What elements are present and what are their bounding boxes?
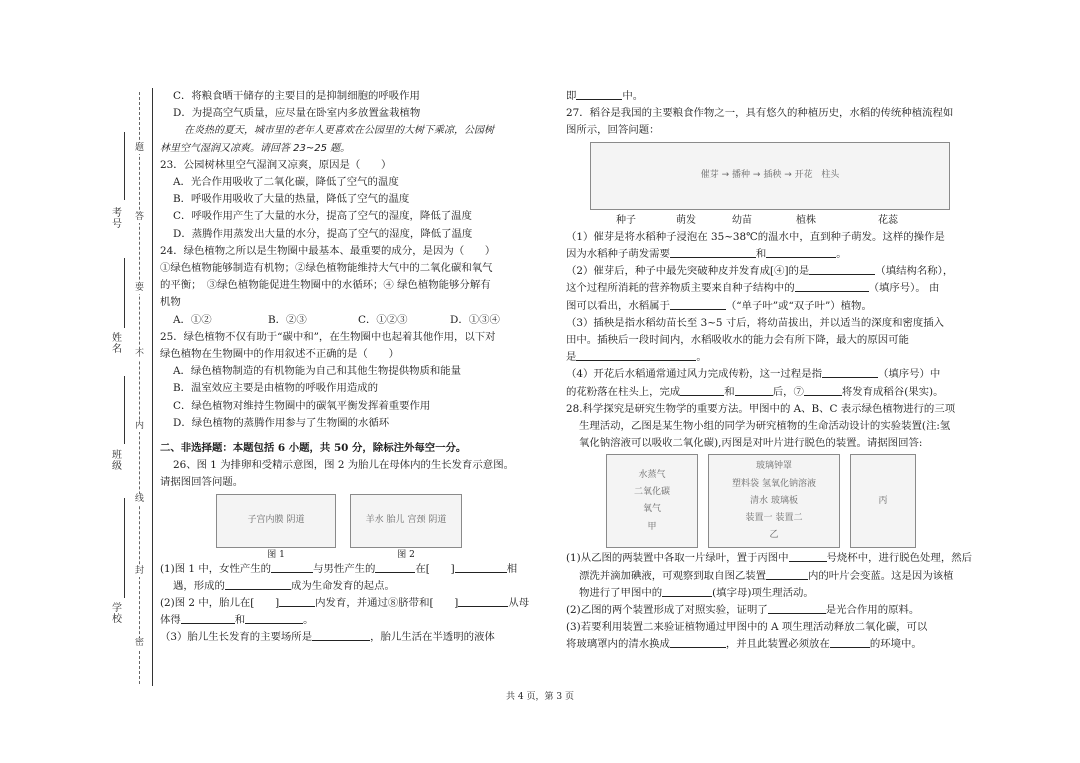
- question-26-3: [160, 629, 532, 646]
- fig-yi-label: 清水: [750, 495, 769, 506]
- stage-caption: 植株: [796, 214, 816, 226]
- figure-1-caption: 图 1: [267, 549, 285, 560]
- page-footer: 共 4 页，第 3 页: [506, 692, 574, 702]
- question-24-statements: 机物: [160, 296, 181, 309]
- seal-char: 内: [134, 421, 144, 431]
- question-28-cont: 生理活动，乙图是某生物小组的同学为研究植物的生命活动设计的实验装置(注:氢: [579, 420, 951, 433]
- q27-1-text: 。: [836, 248, 847, 261]
- answer-blank[interactable]: [670, 246, 756, 258]
- q26-3-text: 中。: [622, 90, 644, 102]
- question-27-4: [566, 366, 971, 383]
- q27-4-text: 后，⑦: [772, 385, 804, 398]
- figure-2-label: 胎儿: [386, 515, 405, 526]
- question-25-option-c[interactable]: C．绿色植物对维持生物圈中的碳氧平衡发挥着重要作用: [173, 399, 431, 412]
- process-step-label: 催芽: [700, 170, 719, 180]
- question-28-cont: 氧化钠溶液可以吸收二氧化碳),丙图是对叶片进行脱色的装置。请据图回答:: [579, 437, 923, 450]
- question-27-2: [566, 263, 971, 280]
- question-26-1-cont: [160, 578, 532, 595]
- question-24-statements: ①绿色植物能够制造有机物；②绿色植物能维持大气中的二氧化碳和氧气: [160, 262, 493, 275]
- figure-1-label: 子宫内膜: [247, 515, 284, 526]
- question-27-cont: 图所示，回答问题：: [566, 124, 660, 137]
- question-25: 25．绿色植物不仅有助于“碳中和”，在生物圈中也起着其他作用，以下对: [160, 330, 496, 343]
- q26-1-text: 遇，形成的: [173, 579, 225, 592]
- question-24-option-b[interactable]: B．②③: [268, 313, 307, 326]
- fig-jia-caption: 甲: [647, 521, 657, 532]
- q27-4-text: 将发育成稻谷(果实)。: [841, 385, 944, 398]
- q27-4-text: （4）开花后水稻通常通过风力完成传粉，这一过程是指: [566, 368, 822, 381]
- seal-char: 线: [134, 494, 144, 504]
- q26-1-text: (1)图 1 中，女性产生的: [160, 562, 272, 575]
- stage-caption: 种子: [616, 214, 636, 226]
- q26-1-text: 在[ ]: [415, 562, 455, 575]
- question-24: 24．绿色植物之所以是生物圈中最基本、最重要的成分，是因为（ ）: [160, 244, 496, 257]
- question-24-option-d[interactable]: D．①③④: [450, 313, 500, 326]
- figure-2-label: 宫颈: [407, 515, 426, 526]
- q28-1-text: 漂洗并滴加碘液，可观察到取自图乙装置: [579, 569, 767, 582]
- ovulation-fertilization-diagram: [216, 494, 336, 548]
- right-column: [566, 88, 971, 654]
- question-27-4-cont: [566, 384, 971, 401]
- q27-2-text: （“单子叶”或“双子叶”）植物。: [725, 299, 872, 312]
- fig-jia-label: 水蒸气: [638, 470, 666, 481]
- q27-1-text: 因为水稻种子萌发需要: [566, 248, 670, 261]
- figure-1-label: 阴道: [286, 515, 305, 526]
- answer-blank[interactable]: [375, 561, 415, 573]
- answer-blank[interactable]: [809, 263, 875, 275]
- name-blank[interactable]: [124, 258, 125, 328]
- answer-blank[interactable]: [662, 585, 712, 597]
- question-27-1: （1）催芽是将水稻种子浸泡在 35~38℃的温水中，直到种子萌发。这样的操作是: [566, 230, 945, 243]
- question-28-3-cont: [566, 636, 971, 653]
- class-label: 班级: [112, 450, 122, 472]
- rice-process-steps: 催芽 → 播种 → 插秧 → 开花 柱头: [700, 170, 840, 180]
- answer-blank[interactable]: [735, 384, 773, 396]
- fig-yi-label: 氢氧化钠溶液: [761, 478, 816, 489]
- exam-number-blank[interactable]: [124, 132, 125, 200]
- q28-3-text: ，并且此装置必须放在: [725, 638, 830, 651]
- question-28-1-cont: [566, 585, 971, 602]
- answer-blank[interactable]: [795, 280, 869, 292]
- option-d-line: D．为提高空气质量，应尽量在卧室内多放置盆栽植物: [173, 107, 421, 120]
- answer-blank[interactable]: [245, 612, 303, 624]
- fig-bing-caption: 丙: [878, 495, 888, 506]
- option-c-line: C．将粮食晒干储存的主要目的是抑制细胞的呼吸作用: [173, 90, 420, 102]
- question-26-3-cont: [566, 88, 971, 105]
- question-24-options: [160, 312, 532, 329]
- q27-2-text: （2）催芽后，种子中最先突破种皮并发育成[④]的是: [566, 265, 810, 278]
- answer-blank[interactable]: [225, 578, 291, 590]
- q27-2-text: 图可以看出，水稻属于: [566, 299, 670, 312]
- question-27-3: （3）插秧是指水稻幼苗长至 3~5 寸后，将幼苗拔出，并以适当的深度和密度插入: [566, 316, 945, 329]
- answer-blank[interactable]: [789, 550, 827, 562]
- q27-3-text: 是: [566, 351, 577, 364]
- q26-3-text: （3）胎儿生长发育的主要场所是: [160, 631, 313, 644]
- q27-2-text: 这个过程所消耗的营养物质主要来自种子结构中的: [566, 282, 795, 295]
- answer-blank[interactable]: [768, 602, 826, 614]
- name-label: 姓名: [112, 333, 122, 355]
- q28-1-text: 号烧杯中，进行脱色处理，然后: [826, 552, 972, 565]
- fetus-in-uterus-diagram: [350, 494, 462, 548]
- question-23: 23．公园树林里空气湿润又凉爽，原因是（ ）: [160, 158, 392, 171]
- answer-blank[interactable]: [822, 366, 878, 378]
- question-28-2: [566, 602, 971, 619]
- figure-2-label: 羊水: [365, 515, 384, 526]
- question-28-figures: [606, 452, 971, 550]
- question-28-1: [566, 550, 971, 567]
- q28-1-text: 内的叶片会变蓝。这是因为该植: [808, 569, 954, 582]
- q26-2-text: 体得: [160, 614, 181, 627]
- answer-blank[interactable]: [680, 384, 724, 396]
- school-blank[interactable]: [124, 498, 125, 598]
- school-label: 学校: [112, 603, 122, 625]
- answer-blank[interactable]: [766, 568, 808, 580]
- seal-char: 不: [134, 349, 144, 359]
- figure-1: [216, 492, 336, 561]
- fig-yi-label: 装置二: [775, 513, 803, 524]
- q27-2-text: （填序号）。 由: [868, 282, 940, 295]
- seal-dashed-line: [139, 92, 140, 684]
- answer-blank[interactable]: [181, 612, 235, 624]
- answer-blank[interactable]: [670, 636, 726, 648]
- question-26-2: [160, 595, 532, 612]
- q28-3-text: 将玻璃罩内的清水换成: [566, 638, 670, 651]
- q26-2-text: 。: [303, 614, 314, 627]
- q28-2-text: 是光合作用的原料。: [825, 604, 920, 617]
- passage-intro: 在炎热的夏天，城市里的老年人更喜欢在公园里的大树下乘凉，公园树: [184, 125, 494, 137]
- question-27-3-cont: 田中。插秧后一段时间内，水稻吸收水的能力会有所下降，最大的原因可能: [566, 334, 909, 347]
- passage-intro-cont: 林里空气湿润又凉爽。请回答 23~25 题。: [160, 142, 351, 154]
- fig-yi-label: 玻璃板: [770, 495, 798, 506]
- answer-blank[interactable]: [271, 561, 313, 573]
- stage-caption: 花蕊: [878, 214, 898, 226]
- q28-3-text: 的环境中。: [869, 638, 922, 651]
- class-blank[interactable]: [124, 376, 125, 444]
- q27-4-text: （填序号）中: [877, 368, 941, 381]
- q27-3-text: 。: [696, 351, 707, 364]
- question-25-option-d[interactable]: D．绿色植物的蒸腾作用参与了生物圈的水循环: [173, 416, 390, 429]
- answer-blank[interactable]: [279, 595, 315, 607]
- fig-jia-label: 二氧化碳: [633, 487, 670, 498]
- question-25-option-b[interactable]: B．温室效应主要是由植物的呼吸作用造成的: [173, 382, 379, 395]
- answer-blank[interactable]: [458, 595, 508, 607]
- question-23-option-d[interactable]: D．蒸腾作用蒸发出大量的水分，提高了空气的湿度，降低了温度: [173, 227, 473, 240]
- q27-2-text: （填结构名称），: [875, 265, 954, 278]
- question-28-3: (3)若要利用装置二来验证植物通过甲图中的 A 项生理活动释放二氧化碳，可以: [566, 621, 928, 634]
- fig-jia-label: 氧气: [642, 504, 661, 515]
- fig-yi-label: 装置一: [745, 513, 773, 524]
- question-27-2-cont: [566, 298, 971, 315]
- figure-2-caption: 图 2: [397, 549, 415, 560]
- answer-blank[interactable]: [312, 629, 370, 641]
- question-26-cont: 请据图回答问题。: [160, 476, 244, 489]
- process-step-label: 播种: [732, 170, 751, 180]
- q28-1-text: 物进行了甲图中的: [579, 586, 663, 599]
- question-27-2-cont: [566, 280, 971, 297]
- answer-blank[interactable]: [804, 384, 842, 396]
- figure-2: [350, 492, 462, 561]
- seal-char: 密: [134, 638, 144, 648]
- fig-yi-caption: 乙: [769, 530, 779, 541]
- process-step-label: 插秧: [763, 170, 782, 180]
- rice-planting-process-diagram: [590, 142, 950, 210]
- seal-char: 要: [134, 283, 144, 293]
- left-column: [160, 88, 532, 647]
- question-26: 26、图 1 为排卵和受精示意图，图 2 为胎儿在母体内的生长发育示意图。: [173, 459, 514, 472]
- answer-blank[interactable]: [455, 561, 507, 573]
- question-25-cont: 绿色植物在生物圈中的作用叙述不正确的是（ ）: [160, 348, 399, 361]
- seal-char: 题: [134, 143, 144, 153]
- question-23-option-a[interactable]: A．光合作用吸收了二氧化碳，降低了空气的温度: [173, 176, 399, 189]
- q28-1-text: (1)从乙图的两装置中各取一片绿叶，置于丙图中: [566, 552, 789, 565]
- answer-blank[interactable]: [576, 349, 696, 361]
- fig-yi-label: 玻璃钟罩: [755, 461, 792, 472]
- answer-blank[interactable]: [576, 88, 622, 100]
- q26-2-text: 内发育，并通过⑧脐带和[ ]: [315, 597, 459, 610]
- q26-2-text: 和: [234, 614, 246, 627]
- q26-2-text: 从母: [508, 597, 530, 610]
- question-27-1-cont: [566, 246, 971, 263]
- q26-2-text: (2)图 2 中，胎儿在[ ]: [160, 597, 280, 610]
- q26-1-text: 相: [506, 562, 518, 575]
- q26-3-text: ，胎儿生活在半透明的液体: [370, 631, 495, 644]
- figure-yi-apparatus-diagram: [708, 454, 840, 548]
- question-24-option-c[interactable]: C．①②③: [358, 313, 408, 326]
- question-24-statements: 的平衡； ③绿色植物能促进生物圈中的水循环；④ 绿色植物能够分解有: [160, 279, 491, 292]
- question-24-option-a[interactable]: A．①②: [173, 313, 212, 326]
- answer-blank[interactable]: [766, 246, 836, 258]
- question-26-figures: [216, 492, 532, 561]
- question-28: 28.科学探究是研究生物学的重要方法。甲图中的 A、B、C 表示绿色植物进行的三项: [566, 402, 956, 415]
- q27-4-text: 和: [724, 385, 735, 398]
- seal-char: 答: [134, 212, 144, 222]
- question-26-2-cont: [160, 612, 532, 629]
- q27-4-text: 的花粉落在柱头上，完成: [566, 385, 681, 398]
- answer-blank[interactable]: [670, 298, 726, 310]
- q26-1-text: 与男性产生的: [313, 562, 376, 575]
- q26-3-text: 即: [566, 90, 577, 102]
- rice-stage-captions: [616, 212, 971, 229]
- stage-caption: 幼苗: [732, 214, 752, 226]
- figure-jia-plant-diagram: [606, 454, 698, 548]
- fig-yi-label: 塑料袋: [732, 478, 760, 489]
- q28-2-text: (2)乙图的两个装置形成了对照实验，证明了: [566, 604, 768, 617]
- q27-1-text: 和: [755, 248, 767, 261]
- figure-bing-decolor-diagram: [850, 454, 916, 548]
- question-27: 27．稻谷是我国的主要粮食作物之一，具有悠久的种植历史，水稻的传统种植流程如: [566, 107, 954, 120]
- exam-number-label: 考号: [112, 208, 122, 230]
- question-23-option-c[interactable]: C．呼吸作用产生了大量的水分，提高了空气的湿度，降低了温度: [173, 210, 472, 223]
- question-28-1-cont: [566, 568, 971, 585]
- answer-blank[interactable]: [830, 636, 870, 648]
- seal-char: 封: [134, 566, 144, 576]
- process-step-label: 开花: [794, 170, 813, 180]
- question-27-3-cont: [566, 349, 971, 366]
- figure-2-label: 阴道: [428, 515, 447, 526]
- stigma-label: 柱头: [821, 170, 840, 180]
- question-25-option-a[interactable]: A．绿色植物制造的有机物能为自己和其他生物提供物质和能量: [173, 365, 462, 378]
- section-2-heading: 二、非选择题：本题包括 6 小题，共 50 分，除标注外每空一分。: [160, 442, 467, 455]
- binding-line: [152, 88, 153, 686]
- q26-1-text: 成为生命发育的起点。: [290, 579, 395, 592]
- stage-caption: 萌发: [676, 214, 696, 226]
- question-26-1: [160, 561, 532, 578]
- q28-1-text: (填字母)项生理活动。: [712, 586, 814, 599]
- question-23-option-b[interactable]: B．呼吸作用吸收了大量的热量，降低了空气的温度: [173, 193, 410, 206]
